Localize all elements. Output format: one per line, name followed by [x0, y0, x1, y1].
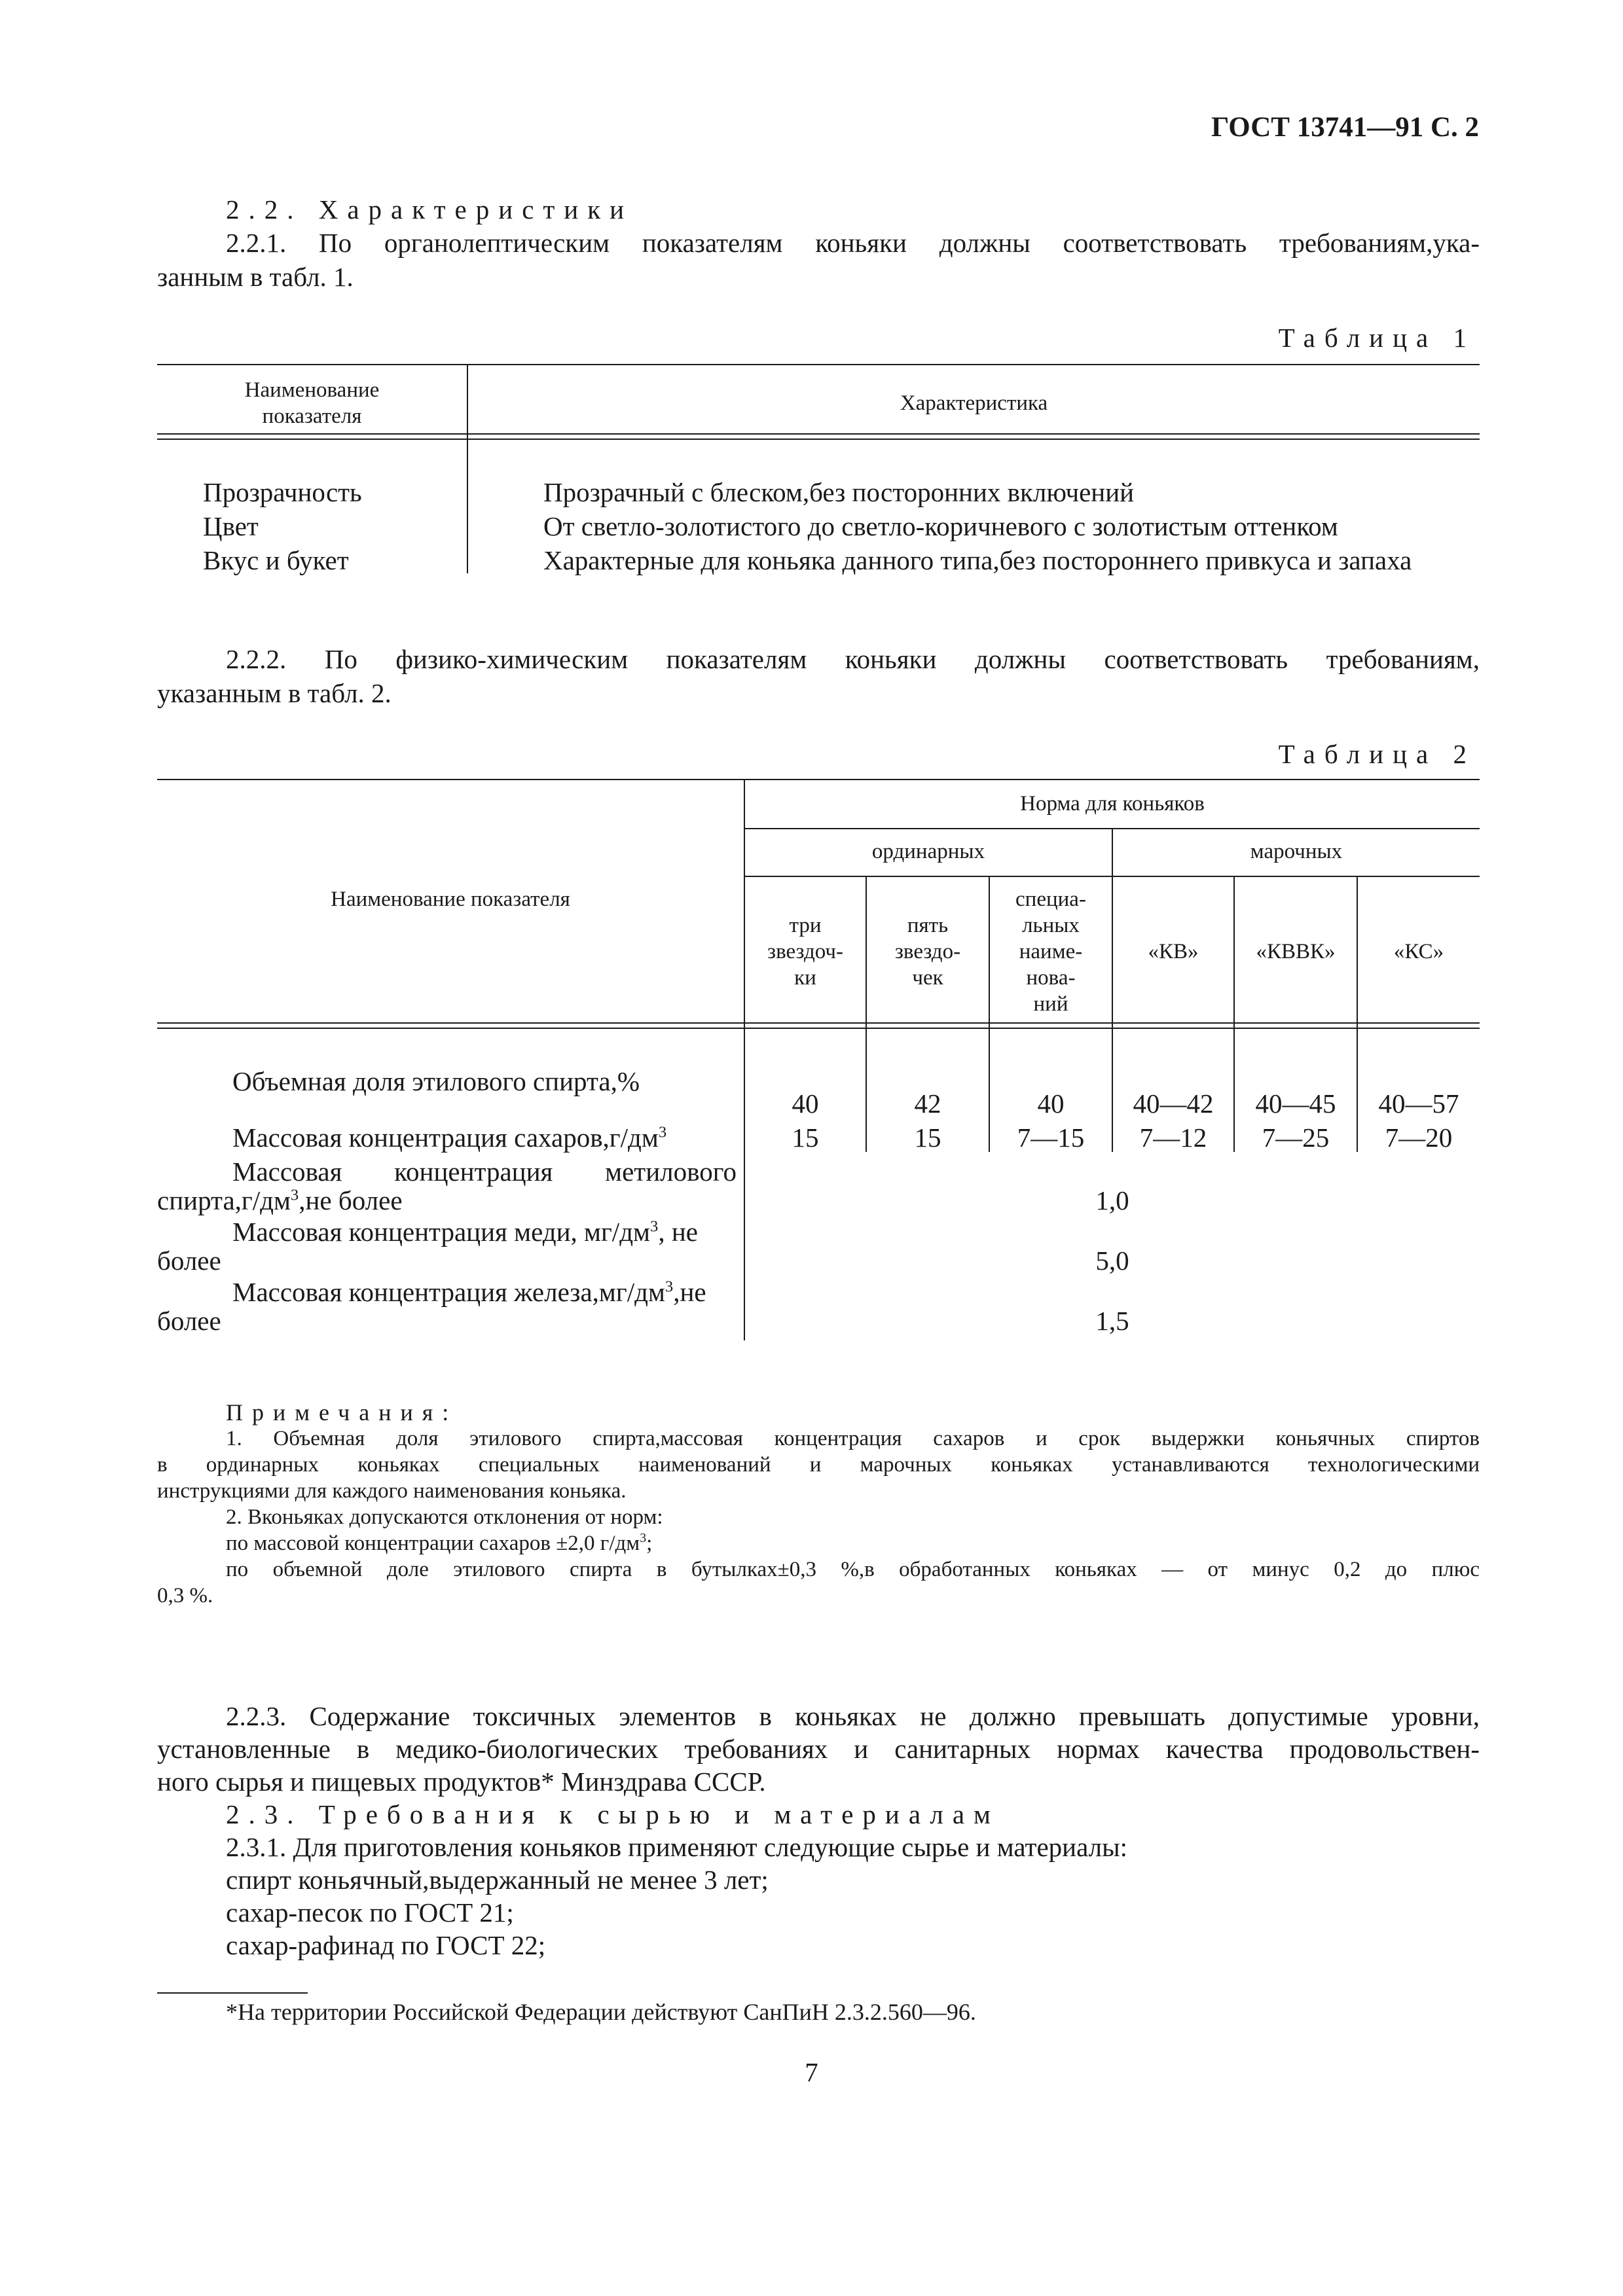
- paragraph-2-2-3-line3: ного сырья и пищевых продуктов* Минздрава СССР.: [157, 1767, 766, 1797]
- table1-row-value: От светло-золотистого до светло-коричневого с золотистым оттенком: [543, 511, 1338, 541]
- paragraph-2-2-1-line1: 2.2.1. По органолептическим показателям коньяки должны соответствовать требованиям,ука-: [226, 228, 1480, 258]
- footnote: *На территории Российской Федерации действуют СанПиН 2.3.2.560—96.: [226, 1999, 976, 2025]
- paragraph-2-2-2-line2: указанным в табл. 2.: [157, 678, 392, 708]
- section-title-2-2: 2.2. Характеристики: [226, 194, 634, 224]
- table2-row-name: Массовая концентрация $сахаров,г/дм^3$: [232, 1122, 667, 1153]
- table2-row-name: Объемная доля этилового спирта,%: [232, 1066, 640, 1096]
- note-line: в ординарных коньяках специальных наименований и марочных коньяках устанавливаются технологическими: [157, 1453, 1480, 1477]
- table2-cell: 7—12: [1139, 1122, 1207, 1153]
- note-line: 1. Объемная доля этилового спирта,массовая концентрация сахаров и срок выдержки коньячных спиртов: [226, 1427, 1480, 1450]
- table2-cell: 15: [792, 1122, 819, 1153]
- list-item: сахар-рафинад по ГОСТ 22;: [226, 1930, 546, 1960]
- list-item: спирт коньячный,выдержанный не менее 3 лет;: [226, 1865, 769, 1895]
- table2-row-name: Массовая концентрация меди, $мг/дм^3$, не: [232, 1217, 698, 1247]
- table2-row-name: Массовая концентрация $железа,мг/дм^3,не$: [232, 1277, 706, 1307]
- table2-header-rule-2: [157, 1028, 1480, 1029]
- table2-subheader: «КВВК»: [1256, 940, 1336, 963]
- table2-caption: Таблица 2: [1278, 739, 1476, 769]
- table2-vintage-header: марочных: [1250, 840, 1343, 863]
- notes-title: Примечания:: [226, 1399, 458, 1426]
- table2-merged-cell: 1,0: [1095, 1185, 1129, 1215]
- table2-subheader: «КС»: [1393, 940, 1444, 963]
- table2-subheader: три звездоч- ки: [767, 914, 843, 990]
- table2-cell: 40—57: [1378, 1088, 1459, 1119]
- table2-row-name: более: [157, 1306, 221, 1336]
- note-line: инструкциями для каждого наименования коньяка.: [157, 1479, 627, 1503]
- table1-row-name: Вкус и букет: [203, 545, 349, 575]
- table2-ordinary-header: ординарных: [871, 840, 985, 863]
- table2-cell: 42: [914, 1088, 941, 1119]
- table2-header-rule-1: [157, 1022, 1480, 1024]
- paragraph-2-2-3-line2: установленные в медико-биологических требованиях и санитарных нормах качества продовольствен-: [157, 1734, 1480, 1764]
- paragraph-2-2-2-line1: 2.2.2. По физико-химическим показателям коньяки должны соответствовать требованиям,: [226, 644, 1480, 674]
- section-title-2-3: 2.3. Требования к сырью и материалам: [226, 1799, 1000, 1829]
- table2-merged-cell: 1,5: [1095, 1306, 1129, 1336]
- table1-col2-header: Характеристика: [900, 391, 1048, 415]
- table2-subheader: «КВ»: [1148, 940, 1199, 963]
- table1-row-name: Цвет: [203, 511, 259, 541]
- table1-header-rule-1: [157, 433, 1480, 435]
- table1-caption: Таблица 1: [1278, 323, 1476, 353]
- table2-subheader: пять звездо- чек: [894, 914, 961, 990]
- table2-subheader: специа- льных наиме- нова- ний: [1015, 888, 1086, 1016]
- note-line: по массовой концентрации сахаров ±2,0 $г/дм^3$;: [226, 1531, 653, 1555]
- table2-norm-header: Норма для коньяков: [1020, 792, 1205, 816]
- paragraph-2-2-3-line1: 2.2.3. Содержание токсичных элементов в коньяках не должно превышать допустимые уровни,: [226, 1701, 1480, 1731]
- table2-cell: 40—45: [1255, 1088, 1336, 1119]
- table2-cell: 7—15: [1017, 1122, 1085, 1153]
- paragraph-2-2-1-line2: занным в табл. 1.: [157, 262, 354, 292]
- note-line: по объемной доле этилового спирта в бутылках±0,3 %,в обработанных коньяках — от минус 0,2 до плюс: [226, 1558, 1480, 1581]
- table2-merged-cell: 5,0: [1095, 1246, 1129, 1276]
- paragraph-2-3-1: 2.3.1. Для приготовления коньяков применяют следующие сырье и материалы:: [226, 1832, 1128, 1862]
- note-line: 2. Вконьяках допускаются отклонения от норм:: [226, 1505, 663, 1529]
- list-item: сахар-песок по ГОСТ 21;: [226, 1897, 514, 1928]
- table2-cell: 40: [1037, 1088, 1065, 1119]
- table2-top-rule: [157, 779, 1480, 780]
- table1-row-value: Прозрачный с блеском,без посторонних включений: [543, 477, 1135, 507]
- table1-header-rule-2: [157, 439, 1480, 440]
- table1-top-rule: [157, 364, 1480, 365]
- page-number: 7: [805, 2057, 818, 2087]
- table2-row-name: более: [157, 1246, 221, 1276]
- table2-cell: 40—42: [1133, 1088, 1214, 1119]
- table2-row-name: Массовая концентрация метилового: [232, 1157, 737, 1187]
- table2-row-name: $спирта,г/дм^3,не$ более: [157, 1185, 403, 1215]
- table2-name-header: Наименование показателя: [331, 888, 570, 911]
- table1-row-name: Прозрачность: [203, 477, 362, 507]
- table2-cell: 40: [792, 1088, 819, 1119]
- page-header: ГОСТ 13741—91 С. 2: [1211, 112, 1479, 143]
- table2-cell: 7—25: [1262, 1122, 1330, 1153]
- table2-cell: 15: [914, 1122, 941, 1153]
- table1-row-value: Характерные для коньяка данного типа,без постороннего привкуса и запаха: [543, 545, 1412, 575]
- footnote-rule: [157, 1992, 308, 1994]
- note-line: 0,3 %.: [157, 1584, 213, 1607]
- table2-cell: 7—20: [1385, 1122, 1453, 1153]
- table1-col1-header: Наименование показателя: [244, 378, 380, 428]
